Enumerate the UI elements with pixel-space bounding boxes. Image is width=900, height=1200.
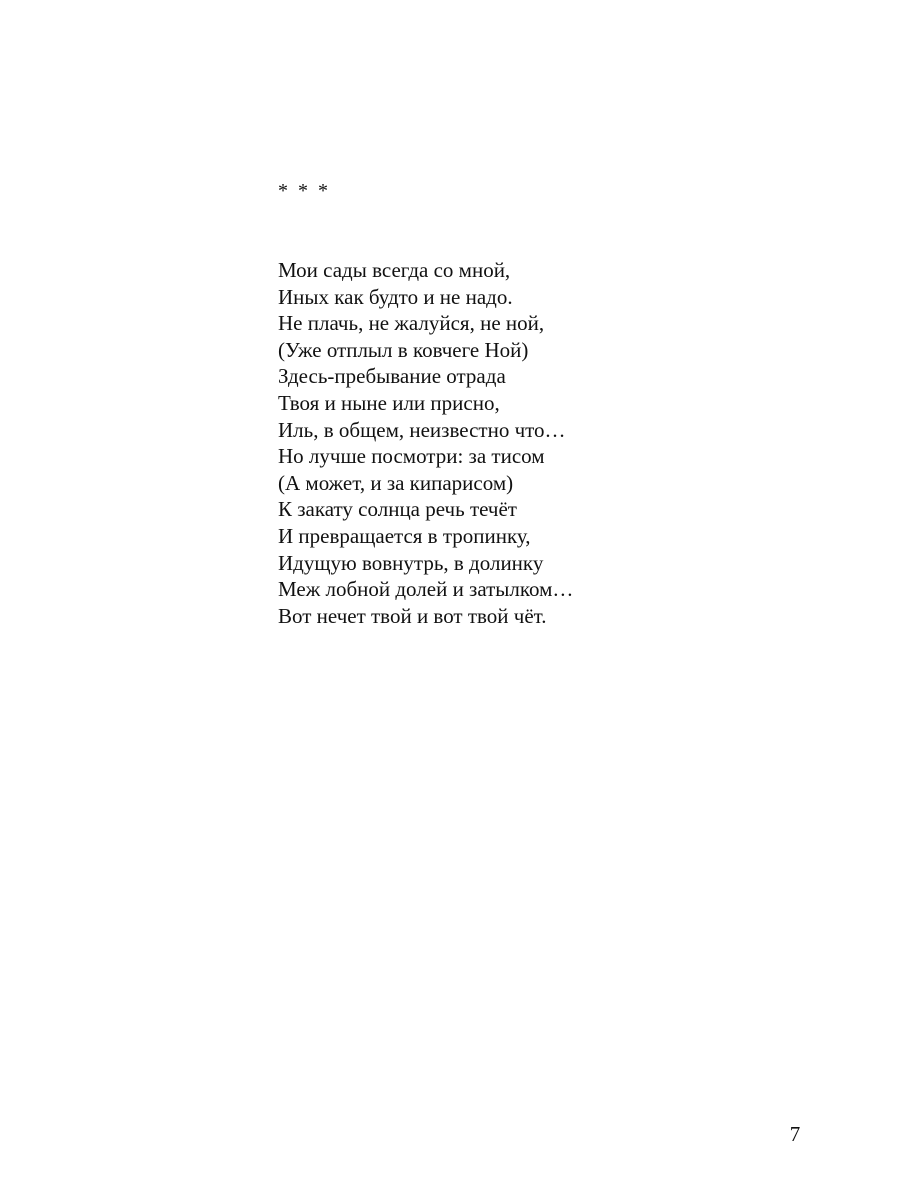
verse-line: Мои сады всегда со мной, — [278, 258, 511, 282]
verse-line: Идущую вовнутрь, в долинку — [278, 550, 544, 575]
verse-line: Но лучше посмотри: за тисом — [278, 444, 545, 469]
verse-line: Твоя и ныне или присно, — [278, 390, 500, 415]
verse-line: Иль, в общем, неизвестно что… — [278, 417, 566, 442]
section-separator: * * * — [278, 180, 328, 202]
verse-line: (Уже отплыл в ковчеге Ной) — [278, 337, 529, 362]
verse-line: К закату солнца речь течёт — [278, 497, 517, 522]
verse — [278, 257, 838, 629]
verse-line: Не плачь, не жалуйся, не ной, — [278, 311, 545, 336]
verse-line: Здесь-пребывание отрада — [278, 364, 506, 389]
verse-line: Иных как будто и не надо. — [278, 284, 513, 309]
verse-line: Вот нечет твой и вот твой чёт. — [278, 603, 547, 628]
verse-line: (А может, и за кипарисом) — [278, 470, 514, 495]
verse-line: Меж лобной долей и затылком… — [278, 577, 574, 602]
page-number: 7 — [789, 1122, 801, 1146]
verse-line: И превращается в тропинку, — [278, 523, 531, 548]
poem — [278, 178, 838, 629]
